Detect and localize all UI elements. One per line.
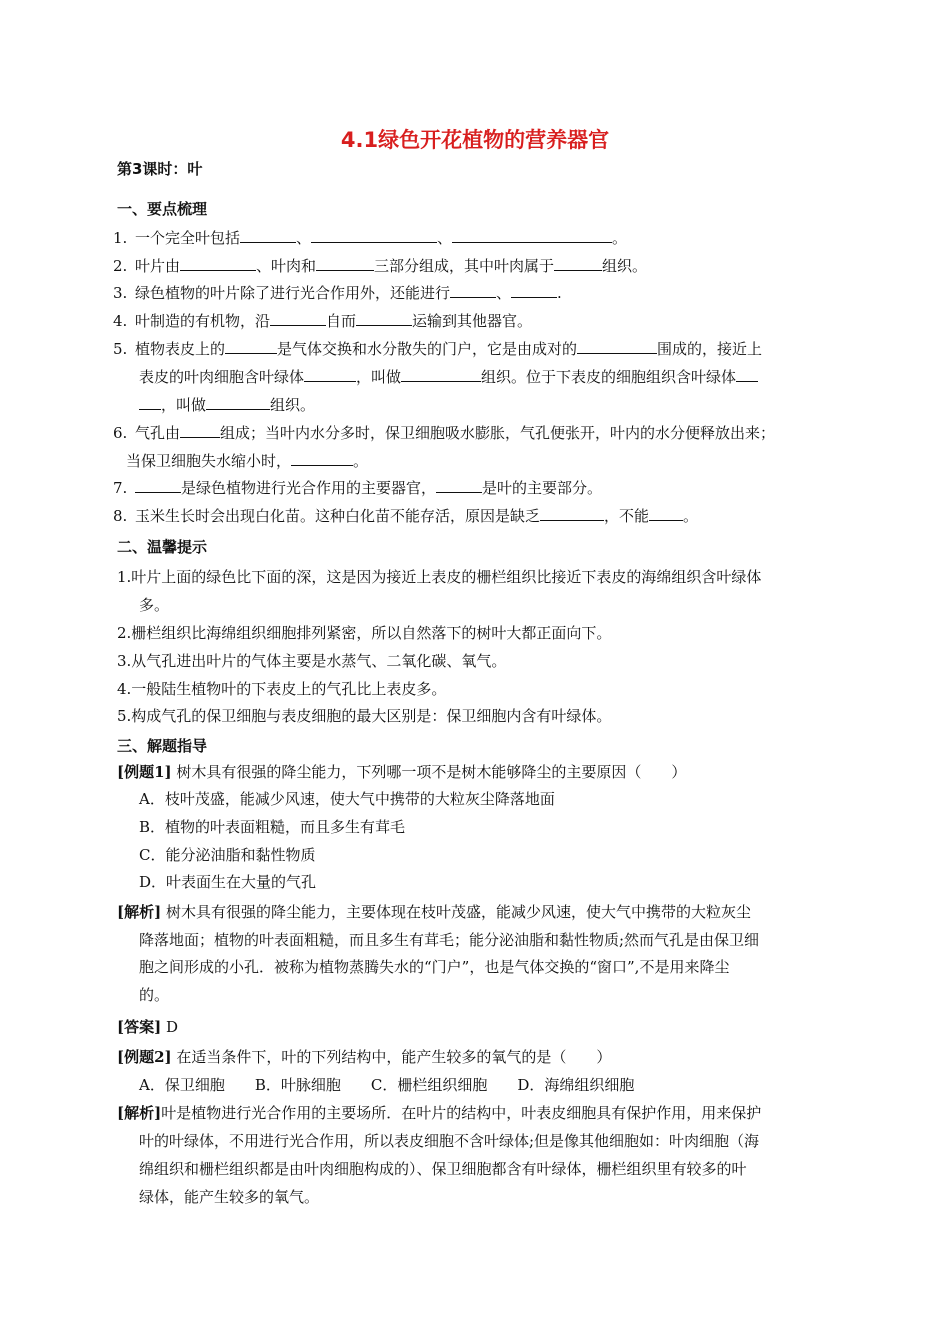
tip-5: 5.构成气孔的保卫细胞与表皮细胞的最大区别是：保卫细胞内含有叶绿体。 xyxy=(117,707,612,725)
point-3: 3. 绿色植物的叶片除了进行光合作用外，还能进行 、 . xyxy=(113,284,562,302)
example-1-option-a: A．枝叶茂盛，能减少风速，使大气中携带的大粒灰尘降落地面 xyxy=(139,790,555,808)
tip-4: 4.一般陆生植物叶的下表皮上的气孔比上表皮多。 xyxy=(117,680,447,698)
example-1-analysis-line-4: 的。 xyxy=(139,986,170,1004)
fill-blank[interactable] xyxy=(540,505,604,521)
point-6: 6. 气孔由 组成；当叶内水分多时，保卫细胞吸水膨胀，气孔便张开，叶内的水分便释放出来； xyxy=(113,424,776,442)
fill-blank[interactable] xyxy=(135,477,181,493)
fill-blank[interactable] xyxy=(270,310,326,326)
section-heading-guidance: 三、解题指导 xyxy=(117,737,208,755)
fill-blank[interactable] xyxy=(356,310,412,326)
example-2-question: [例题2] 在适当条件下，叶的下列结构中，能产生较多的氧气的是（ ） xyxy=(117,1048,612,1066)
fill-blank[interactable] xyxy=(450,282,496,298)
example-1-label: [例题1] xyxy=(117,763,172,781)
point-6-line-2: 当保卫细胞失水缩小时， 。 xyxy=(126,452,369,470)
fill-blank[interactable] xyxy=(649,505,683,521)
example-2-label: [例题2] xyxy=(117,1048,172,1066)
point-2: 2. 叶片由 、叶肉和 三部分组成，其中叶肉属于 组织。 xyxy=(113,257,648,275)
analysis-label: [解析] xyxy=(117,1104,162,1122)
example-2-analysis-line-2: 叶的叶绿体，不用进行光合作用，所以表皮细胞不含叶绿体;但是像其他细胞如：叶肉细胞（海 xyxy=(139,1132,760,1150)
point-5-line-3: ，叫做 组织。 xyxy=(139,394,315,415)
example-2-analysis: [解析]叶是植物进行光合作用的主要场所．在叶片的结构中，叶表皮细胞具有保护作用，用来保护 xyxy=(117,1104,762,1122)
section-heading-key-points: 一、要点梳理 xyxy=(117,200,208,218)
fill-blank[interactable] xyxy=(511,282,557,298)
fill-blank[interactable] xyxy=(291,450,353,466)
fill-blank[interactable] xyxy=(180,422,220,438)
section-heading-tips: 二、温馨提示 xyxy=(117,538,208,556)
page-title: 4.1绿色开花植物的营养器官 xyxy=(340,128,610,152)
fill-blank[interactable] xyxy=(436,477,482,493)
lesson-subtitle: 第3课时：叶 xyxy=(117,160,203,178)
analysis-label: [解析] xyxy=(117,903,162,921)
fill-blank[interactable] xyxy=(139,394,161,410)
example-1-option-d: D．叶表面生在大量的气孔 xyxy=(139,873,317,891)
example-1-analysis-line-3: 胞之间形成的小孔．被称为植物蒸腾失水的“门户”，也是气体交换的“窗口”,不是用来降尘 xyxy=(139,958,730,976)
fill-blank[interactable] xyxy=(206,394,270,410)
point-7: 7. 是绿色植物进行光合作用的主要器官， 是叶的主要部分。 xyxy=(113,479,603,497)
fill-blank[interactable] xyxy=(452,227,612,243)
fill-blank[interactable] xyxy=(577,338,657,354)
example-2-options: A．保卫细胞 B．叶脉细胞 C．栅栏组织细胞 D．海绵组织细胞 xyxy=(139,1076,635,1094)
point-8: 8. 玉米生长时会出现白化苗。这种白化苗不能存活，原因是缺乏 ，不能 。 xyxy=(113,507,699,525)
tip-1: 1.叶片上面的绿色比下面的深，这是因为接近上表皮的栅栏组织比接近下表皮的海绵组织含叶绿体 xyxy=(117,568,762,586)
fill-blank[interactable] xyxy=(736,366,758,382)
example-1-option-b: B．植物的叶表面粗糙，而且多生有茸毛 xyxy=(139,818,406,836)
example-1-analysis-line-2: 降落地面；植物的叶表面粗糙，而且多生有茸毛；能分泌油脂和黏性物质;然而气孔是由保卫细 xyxy=(139,931,760,949)
fill-blank[interactable] xyxy=(554,255,602,271)
fill-blank[interactable] xyxy=(240,227,296,243)
point-4: 4. 叶制造的有机物，沿 自而 运输到其他器官。 xyxy=(113,312,533,330)
fill-blank[interactable] xyxy=(316,255,374,271)
fill-blank[interactable] xyxy=(401,366,481,382)
answer-label: [答案] xyxy=(117,1018,162,1036)
example-2-analysis-line-3: 绵组织和栅栏组织都是由叶肉细胞构成的）、保卫细胞都含有叶绿体，栅栏组织里有较多的叶 xyxy=(139,1160,747,1178)
fill-blank[interactable] xyxy=(180,255,256,271)
tip-2: 2.栅栏组织比海绵组织细胞排列紧密，所以自然落下的树叶大都正面向下。 xyxy=(117,624,612,642)
fill-blank[interactable] xyxy=(304,366,356,382)
point-5: 5. 植物表皮上的 是气体交换和水分散失的门户，它是由成对的 围成的，接近上 xyxy=(113,340,763,358)
example-1-question: [例题1] 树木具有很强的降尘能力，下列哪一项不是树木能够降尘的主要原因（ ） xyxy=(117,763,687,781)
example-2-analysis-line-4: 绿体，能产生较多的氧气。 xyxy=(139,1188,320,1206)
fill-blank[interactable] xyxy=(225,338,277,354)
tip-1-cont: 多。 xyxy=(139,596,170,614)
fill-blank[interactable] xyxy=(311,227,437,243)
example-1-answer: [答案] D xyxy=(117,1018,179,1036)
tip-3: 3.从气孔进出叶片的气体主要是水蒸气、二氧化碳、氧气。 xyxy=(117,652,507,670)
point-1: 1. 一个完全叶包括 、 、 。 xyxy=(113,229,628,247)
example-1-option-c: C．能分泌油脂和黏性物质 xyxy=(139,846,316,864)
point-5-line-2: 表皮的叶肉细胞含叶绿体 ，叫做 组织。位于下表皮的细胞组织含叶绿体 xyxy=(139,366,758,387)
example-1-analysis: [解析] 树木具有很强的降尘能力，主要体现在枝叶茂盛，能减少风速，使大气中携带的大粒灰尘 xyxy=(117,903,751,921)
